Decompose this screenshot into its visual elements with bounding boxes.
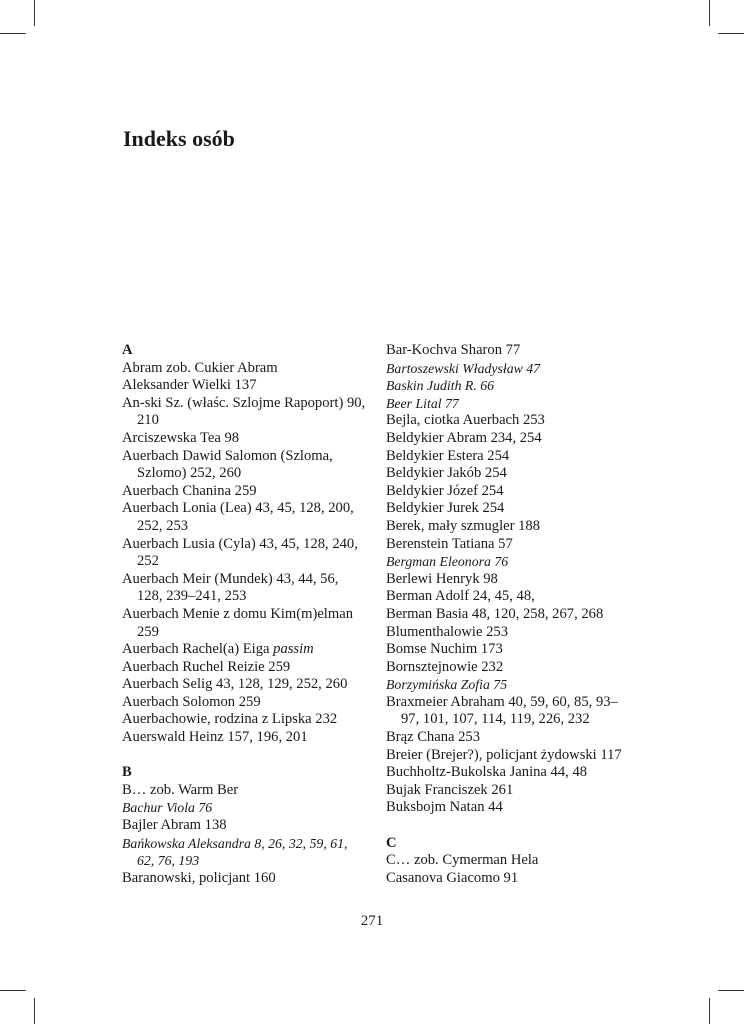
crop-mark [718, 33, 744, 34]
index-entry: Buchholtz-Bukolska Janina 44, 48 [386, 764, 588, 781]
index-entry: Bujak Franciszek 261 [386, 781, 514, 798]
index-entry: Auerbach Lonia (Lea) 43, 45, 128, 200, 252, 253 [122, 500, 354, 534]
index-entry: An-ski Sz. (właśc. Szlojme Rapoport) 90, 210 [122, 394, 366, 429]
index-entry: Auerbach Lusia (Cyla) 43, 45, 128, 240, 252 [122, 535, 358, 570]
index-entry: B… zob. Warm Ber [122, 781, 239, 798]
crop-mark [0, 33, 26, 34]
index-entry: Bańkowska Aleksandra 8, 26, 32, 59, 61, 62, 76, 193 [122, 835, 348, 869]
index-entry: Beldykier Abram 234, 254 [386, 429, 542, 446]
index-entry: Buksbojm Natan 44 [386, 799, 503, 816]
index-entry: Auerbach Menie z domu Kim(m)elman 259 [122, 605, 353, 640]
index-entry: Berenstein Tatiana 57 [386, 535, 513, 552]
index-entry-italic-note: passim [273, 641, 314, 658]
index-entry: Beldykier Józef 254 [386, 482, 504, 499]
index-section-letter: A [122, 342, 133, 358]
index-entry: C… zob. Cymerman Hela [386, 852, 539, 869]
index-entry: Brąz Chana 253 [386, 729, 481, 746]
index-entry: Auerbach Dawid Salomon (Szloma, Szlomo) 252, 260 [122, 447, 333, 482]
index-entry: Casanova Giacomo 91 [386, 869, 519, 886]
index-entry: Arciszewska Tea 98 [122, 429, 240, 446]
index-entry: Abram zob. Cukier Abram [122, 359, 278, 376]
index-entry: Berek, mały szmugler 188 [386, 517, 541, 534]
index-entry: Bergman Eleonora 76 [386, 554, 509, 570]
index-entry: Bajler Abram 138 [122, 817, 227, 834]
index-entry: Borzymińska Zofia 75 [386, 677, 508, 693]
index-column-right [386, 342, 636, 887]
index-entry: Baskin Judith R. 66 [386, 378, 495, 394]
crop-mark [709, 998, 710, 1024]
index-entry: Bar-Kochva Sharon 77 [386, 342, 521, 358]
index-entry: Auerbach Ruchel Reizie 259 [122, 658, 291, 675]
index-entry: Bejla, ciotka Auerbach 253 [386, 412, 545, 429]
index-entry: Auerbachowie, rodzina z Lipska 232 [122, 711, 338, 728]
index-entry: Beer Lital 77 [386, 395, 459, 411]
index-entry: Beldykier Jakób 254 [386, 465, 507, 482]
index-entry: Bomse Nuchim 173 [386, 641, 503, 658]
index-entry: Beldykier Jurek 254 [386, 500, 505, 517]
index-entry: Auerswald Heinz 157, 196, 201 [122, 729, 308, 746]
index-entry: Aleksander Wielki 137 [122, 377, 257, 394]
index-entry: Bornsztejnowie 232 [386, 658, 504, 675]
index-entry: Auerbach Rachel(a) Eiga passim [122, 641, 314, 658]
page-number: 271 [360, 913, 384, 929]
crop-mark [709, 0, 710, 26]
index-entry: Auerbach Chanina 259 [122, 482, 257, 499]
index-entry: Auerbach Solomon 259 [122, 693, 261, 710]
index-entry: Berman Basia 48, 120, 258, 267, 268 [386, 605, 604, 622]
index-entry: Berlewi Henryk 98 [386, 570, 498, 587]
index-entry: Beldykier Estera 254 [386, 447, 510, 464]
index-entry: Berman Adolf 24, 45, 48, [386, 588, 535, 605]
index-entry: Breier (Brejer?), policjant żydowski 117 [386, 746, 622, 763]
crop-mark [718, 990, 744, 991]
index-entry: Bachur Viola 76 [122, 800, 213, 816]
index-entry: Baranowski, policjant 160 [122, 869, 276, 886]
index-entry: Bartoszewski Władysław 47 [386, 360, 541, 376]
crop-mark [0, 990, 26, 991]
index-section-letter: B [122, 764, 132, 781]
index-section-letter: C [386, 834, 397, 851]
index-column-left [122, 342, 367, 887]
index-entry: Braxmeier Abraham 40, 59, 60, 85, 93–97, 101, 107, 114, 119, 226, 232 [386, 693, 618, 728]
index-entry: Auerbach Meir (Mundek) 43, 44, 56, 128, 239–241, 253 [122, 570, 339, 605]
index-entry: Auerbach Selig 43, 128, 129, 252, 260 [122, 676, 348, 693]
page-title: Indeks osób [123, 126, 235, 151]
index-entry: Blumenthalowie 253 [386, 623, 509, 640]
crop-mark [34, 0, 35, 26]
crop-mark [34, 998, 35, 1024]
